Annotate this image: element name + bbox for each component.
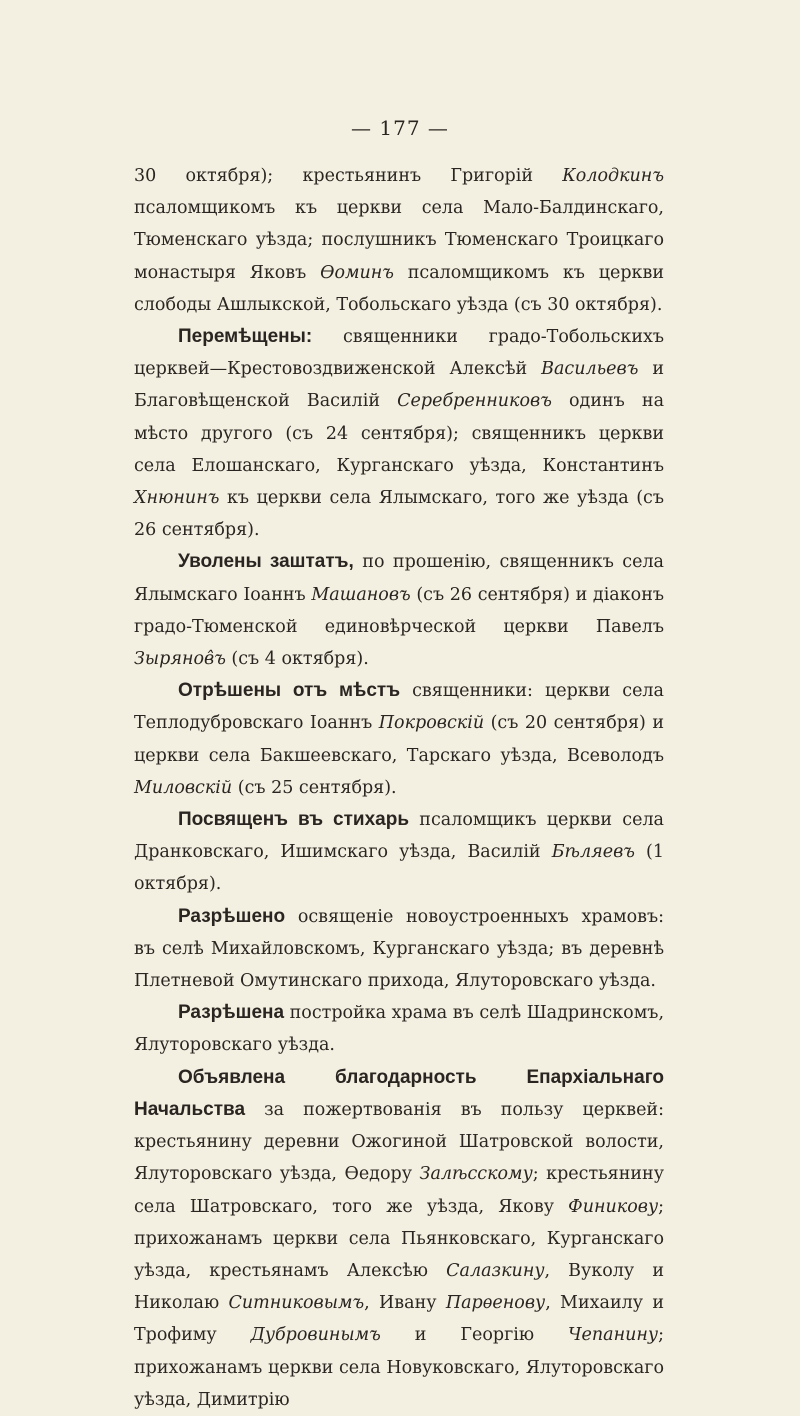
paragraph [134,675,664,804]
text-run: священники: церкви села Теплодубровскаго Іоаннъ [134,681,664,734]
text-run: и Георгію [380,1325,569,1346]
text-run: , Ивану [364,1293,446,1314]
text-run: , Вуколу и Николаю [134,1260,664,1314]
text-run: (съ 25 сентября). [232,777,397,798]
section-heading: Отрѣшены отъ мѣстъ [178,680,401,702]
surname: Покровскій [378,713,485,734]
section-heading: Уволены заштатъ, [178,551,354,573]
text-run: одинъ на мѣсто другого (съ 24 сентября); священникъ церкви села Елошанскаго, Курганскаго уѣзда, Константинъ [134,391,665,476]
body-text [134,160,664,1416]
text-run: 30 октября); крестьянинъ Григорій [134,166,563,186]
text-run: (съ 4 октября). [225,649,369,670]
text-run: псаломщикъ церкви села Дранковскаго, Ишимскаго уѣзда, Василій [134,810,664,863]
text-run: ; прихожанамъ церкви села Пьянковскаго, Курганскаго уѣзда, крестьянамъ Алексѣю [134,1196,664,1281]
surname: Колодкинъ [562,166,664,186]
text-run: священники градо-Тобольскихъ церквей—Крестовоздвиженской Алексѣй [134,327,664,380]
page-number: — 177 — [351,116,449,140]
surname: Ѳоминъ [320,262,394,283]
surname: Зырянов̂ъ [134,649,226,670]
paragraph [134,901,664,998]
surname: Чепанину [568,1325,659,1346]
text-run: (съ 26 сентября) и діаконъ градо-Тюменской единовѣрческой церкви Павелъ [134,584,665,637]
surname: Парѳенову [445,1293,546,1314]
text-run: къ церкви села Ялымскаго, того же уѣзда (съ 26 сентября). [134,488,664,541]
surname: Машановъ [311,584,411,605]
text-run: освященіе новоустроенныхъ храмовъ: въ селѣ Михайловскомъ, Курганскаго уѣзда; въ деревнѣ Плетневой Омутинскаго прихода, Ялуторовскаго уѣзда. [134,906,664,992]
text-run: (1 октября). [134,842,664,895]
surname: Хнюнинъ [134,488,220,509]
section-heading: Перемѣщены: [178,326,313,348]
section-heading: Разрѣшена [178,1002,285,1024]
surname: Залѣсскому [419,1164,533,1185]
text-run: по прошенію, священникъ села Ялымскаго Іоаннъ [134,552,664,605]
paragraph [134,1062,664,1416]
surname: Васильевъ [541,359,639,380]
surname: Миловскій [134,777,233,798]
text-run: псаломщикомъ къ церкви слободы Ашлыкской, Тобольскаго уѣзда (съ 30 октября). [134,262,664,315]
surname: Серебренниковъ [397,391,552,412]
section-heading: Разрѣшено [178,905,286,927]
paragraph [134,997,664,1061]
text-run: ; прихожанамъ церкви села Новуковскаго, Ялуторовскаго уѣзда, Димитрію [134,1325,664,1410]
text-run: ; крестьянину села Шатровскаго, того же уѣзда, Якову [134,1164,664,1217]
paragraph [134,321,664,546]
text-run: (съ 20 сентября) и церкви села Бакшеевскаго, Тарскаго уѣзда, Всеволодъ [134,713,664,766]
paragraph [134,160,664,321]
text-run: за пожертвованія въ пользу церквей: крестьянину деревни Ожогиной Шатровской волости, Ялуторовскаго уѣзда, Ѳедору [134,1099,664,1185]
paragraph [134,546,664,675]
surname: Ситниковымъ [228,1293,365,1314]
section-heading: Объявлена благодарность Епархіальнаго Начальства [134,1066,664,1120]
surname: Дубровинымъ [250,1325,381,1346]
text-run: и Благовѣщенской Василій [134,359,664,412]
surname: Салазкину [446,1260,545,1281]
text-run: , Михаилу и Трофиму [134,1293,664,1346]
paragraph [134,804,664,901]
text-run: постройка храма въ селѣ Шадринскомъ, Ялуторовскаго уѣзда. [134,1003,665,1056]
surname: Финикову [568,1196,659,1217]
section-heading: Посвященъ въ стихарь [178,809,410,831]
surname: Бѣляевъ [551,842,635,863]
text-run: псаломщикомъ къ церкви села Мало-Балдинскаго, Тюменскаго уѣзда; послушникъ Тюменскаго Троицкаго монастыря Яковъ [134,198,664,283]
